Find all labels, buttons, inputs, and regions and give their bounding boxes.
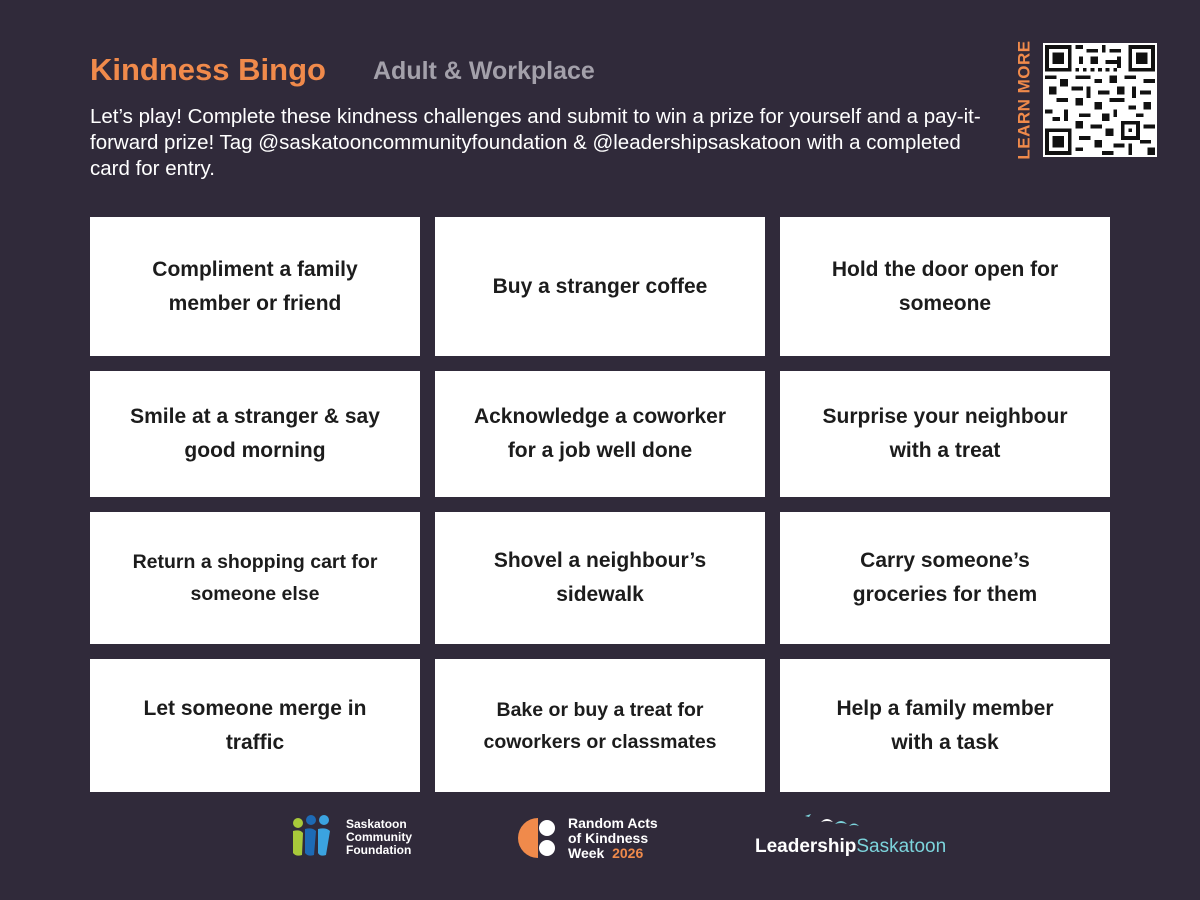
bingo-cell[interactable]: Help a family member with a task — [780, 659, 1110, 792]
bingo-cell[interactable]: Hold the door open for someone — [780, 217, 1110, 356]
scf-line2: Community — [346, 829, 412, 844]
bingo-cell[interactable]: Return a shopping cart for someone else — [90, 512, 420, 644]
rak-line1: Random Acts — [568, 814, 658, 831]
rak-mark-icon — [516, 816, 560, 860]
bingo-cell[interactable]: Surprise your neighbour with a treat — [780, 371, 1110, 497]
learn-more-text: LEARN MORE — [1015, 40, 1034, 160]
bingo-cell[interactable]: Let someone merge in traffic — [90, 659, 420, 792]
bingo-cell[interactable]: Bake or buy a treat for coworkers or classmates — [435, 659, 765, 792]
scf-line3: Foundation — [346, 842, 412, 857]
bingo-cell[interactable]: Buy a stranger coffee — [435, 217, 765, 356]
saskatoon-community-foundation-logo — [290, 812, 412, 862]
page-subtitle: Adult & Workplace — [373, 57, 595, 85]
bingo-cell[interactable]: Smile at a stranger & say good morning — [90, 371, 420, 497]
learn-more-label[interactable] — [1012, 38, 1038, 162]
bingo-grid — [90, 217, 1110, 792]
rak-line3: Week — [568, 844, 605, 861]
rak-line2: of Kindness — [568, 829, 649, 846]
ls-part1: Leadership — [755, 836, 857, 857]
scf-mark-icon — [290, 815, 340, 859]
qr-code-icon[interactable] — [1043, 43, 1157, 157]
bingo-cell[interactable]: Acknowledge a coworker for a job well done — [435, 371, 765, 497]
scf-line1: Saskatoon — [346, 816, 407, 831]
ls-part2: Saskatoon — [856, 836, 947, 857]
bingo-cell[interactable]: Shovel a neighbour’s sidewalk — [435, 512, 765, 644]
sponsor-logos — [0, 808, 1200, 868]
random-acts-of-kindness-logo — [516, 810, 658, 866]
bingo-cell[interactable]: Compliment a family member or friend — [90, 217, 420, 356]
rak-year: 2026 — [612, 844, 644, 861]
intro-text: Let’s play! Complete these kindness challenges and submit to win a prize for yourself and a pay-it-forward prize! Tag @saskatooncommunityfoundation & @leadershipsaskatoon with a completed card for entry. — [90, 105, 981, 180]
page-title: Kindness Bingo — [90, 52, 326, 87]
bingo-cell[interactable]: Carry someone’s groceries for them — [780, 512, 1110, 644]
birds-icon — [803, 812, 863, 834]
